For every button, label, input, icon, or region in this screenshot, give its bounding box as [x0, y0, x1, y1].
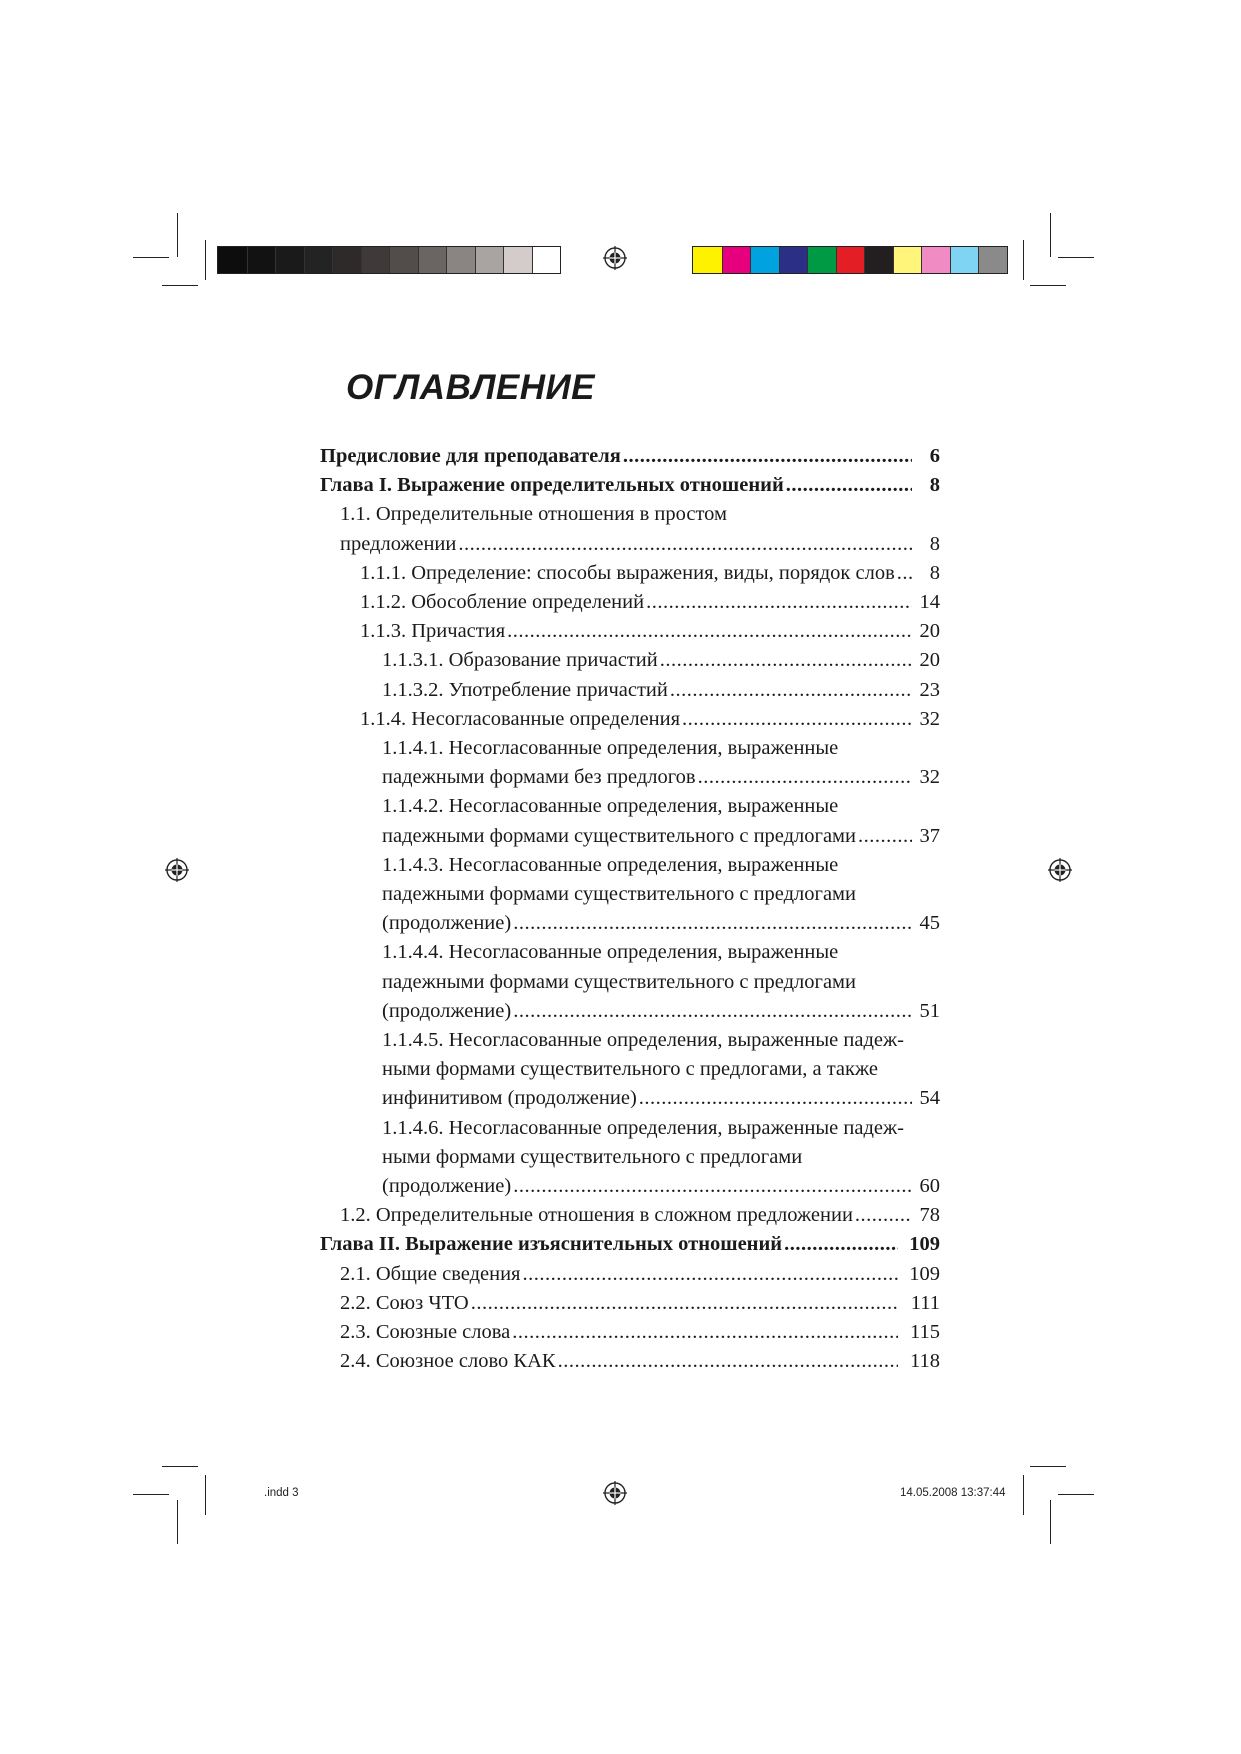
file-slug: .indd 3: [264, 1487, 299, 1499]
color-swatch: [275, 247, 304, 273]
dot-leader: [670, 676, 912, 705]
dot-leader: [558, 1347, 898, 1376]
toc-page-number: 54: [919, 1087, 940, 1110]
color-swatch: [247, 247, 276, 273]
toc-entry[interactable]: [320, 471, 940, 500]
toc-entry-title: 1.1.1. Определение: способы выражения, виды, порядок слов: [360, 561, 895, 584]
toc-entry-title: падежными формами существительного с предлогами: [382, 824, 856, 847]
color-swatch: [475, 247, 504, 273]
toc-page-number: 109: [909, 1262, 940, 1285]
toc-entry-title: 2.2. Союз ЧТО: [340, 1291, 469, 1314]
toc-entry-title: (продолжение): [382, 999, 512, 1022]
toc-entry[interactable]: [320, 1260, 940, 1289]
dot-leader: [858, 822, 912, 851]
crop-mark: [205, 240, 206, 280]
crop-mark: [1058, 1494, 1094, 1495]
toc-page-number: 109: [909, 1233, 940, 1256]
dot-leader: [786, 471, 912, 500]
dot-leader: [513, 997, 912, 1026]
toc-entry[interactable]: [320, 705, 940, 734]
toc-entry[interactable]: [320, 1114, 940, 1202]
color-swatch: [807, 247, 836, 273]
color-swatch: [750, 247, 779, 273]
crop-mark: [1030, 285, 1066, 286]
toc-page-number: 32: [919, 707, 940, 730]
crop-mark: [133, 1494, 169, 1495]
crop-mark: [162, 285, 198, 286]
toc-entry-title: 1.1.4.2. Несогласованные определения, выраженные: [382, 795, 839, 818]
toc-entry-title: 1.1.4.5. Несогласованные определения, выраженные падеж-: [382, 1029, 904, 1052]
toc-page-number: 32: [919, 766, 940, 789]
toc-entry-title: 1.1.3.1. Образование причастий: [382, 649, 658, 672]
toc-entry-title: падежными формами без предлогов: [382, 766, 696, 789]
dot-leader: [897, 559, 912, 588]
toc-page-number: 6: [929, 445, 940, 467]
color-swatch: [532, 247, 561, 273]
toc-page-number: 111: [910, 1291, 940, 1314]
color-swatch: [779, 247, 808, 273]
color-swatch: [722, 247, 751, 273]
toc-entry-title: 1.2. Определительные отношения в сложном предложении: [340, 1204, 853, 1227]
color-swatch: [332, 247, 361, 273]
registration-mark-icon: [165, 858, 189, 882]
toc-entry-title: предложении: [340, 532, 457, 555]
dot-leader: [646, 588, 912, 617]
dot-leader: [458, 530, 912, 559]
toc-entry-title: Глава I. Выражение определительных отношений: [320, 474, 784, 497]
color-swatch: [446, 247, 475, 273]
crop-mark: [133, 257, 169, 258]
color-swatch: [693, 247, 722, 273]
color-swatch: [304, 247, 333, 273]
color-swatch: [864, 247, 893, 273]
crop-mark: [177, 1500, 178, 1544]
toc-page-number: 20: [919, 649, 940, 672]
toc-page-number: 14: [919, 591, 940, 614]
toc-entry-title: падежными формами существительного с предлогами: [382, 883, 856, 906]
dot-leader: [784, 1230, 898, 1259]
toc-entry-title: 1.1. Определительные отношения в простом: [340, 503, 728, 526]
crop-mark: [1050, 1500, 1051, 1544]
registration-mark-icon: [603, 246, 627, 270]
color-swatch: [921, 247, 950, 273]
toc-entry-title: инфинитивом (продолжение): [382, 1087, 637, 1110]
registration-mark-icon: [603, 1481, 627, 1505]
dot-leader: [513, 909, 912, 938]
toc-entry[interactable]: [320, 1026, 940, 1114]
toc-entry-title: падежными формами существительного с предлогами: [382, 970, 856, 993]
toc-entry-title: 2.3. Союзные слова: [340, 1321, 511, 1344]
color-swatch: [503, 247, 532, 273]
dot-leader: [855, 1201, 912, 1230]
toc-entry-title: 1.1.4. Несогласованные определения: [360, 707, 681, 730]
table-of-contents: [320, 442, 940, 1377]
toc-page-number: 78: [919, 1204, 940, 1227]
toc-entry[interactable]: [320, 617, 940, 646]
toc-page-number: 60: [919, 1175, 940, 1198]
registration-mark-icon: [1048, 858, 1072, 882]
dot-leader: [522, 1260, 898, 1289]
color-swatch: [418, 247, 447, 273]
crop-mark: [205, 1475, 206, 1515]
process-color-bar: [692, 246, 1008, 274]
dot-leader: [639, 1084, 912, 1113]
toc-entry[interactable]: [320, 559, 940, 588]
color-swatch: [218, 247, 247, 273]
toc-entry[interactable]: [320, 588, 940, 617]
toc-entry[interactable]: [320, 442, 940, 471]
color-swatch: [950, 247, 979, 273]
dot-leader: [512, 1318, 898, 1347]
toc-entry-title: (продолжение): [382, 1175, 512, 1198]
dot-leader: [660, 646, 912, 675]
toc-page-number: 37: [919, 824, 940, 847]
toc-page-number: 45: [919, 912, 940, 935]
color-swatch: [389, 247, 418, 273]
toc-entry[interactable]: [320, 646, 940, 675]
toc-page-number: 8: [929, 561, 940, 584]
dot-leader: [507, 617, 912, 646]
toc-entry-title: 1.1.3.2. Употребление причастий: [382, 678, 668, 701]
crop-mark: [1050, 213, 1051, 257]
toc-entry[interactable]: [320, 792, 940, 850]
toc-entry-title: 1.1.4.4. Несогласованные определения, выраженные: [382, 941, 839, 964]
crop-mark: [1058, 257, 1094, 258]
toc-entry[interactable]: [320, 1230, 940, 1259]
dot-leader: [698, 763, 912, 792]
toc-entry[interactable]: [320, 676, 940, 705]
toc-entry-title: Глава II. Выражение изъяснительных отношений: [320, 1233, 783, 1256]
dot-leader: [682, 705, 912, 734]
toc-entry-title: 1.1.3. Причастия: [360, 620, 506, 643]
color-swatch: [836, 247, 865, 273]
toc-page-number: 23: [919, 678, 940, 701]
toc-entry[interactable]: [320, 500, 940, 558]
dot-leader: [513, 1172, 912, 1201]
toc-page-number: 20: [919, 620, 940, 643]
toc-page-number: 8: [929, 532, 940, 555]
toc-entry-title: (продолжение): [382, 912, 512, 935]
timestamp-slug: 14.05.2008 13:37:44: [900, 1487, 1006, 1499]
toc-entry[interactable]: [320, 938, 940, 1026]
crop-mark: [1023, 240, 1024, 280]
toc-entry-title: 1.1.2. Обособление определений: [360, 591, 645, 614]
color-swatch: [361, 247, 390, 273]
gray-color-bar: [217, 246, 561, 274]
toc-entry[interactable]: [320, 1289, 940, 1318]
crop-mark: [177, 213, 178, 257]
toc-entry[interactable]: [320, 1347, 940, 1376]
crop-mark: [162, 1466, 198, 1467]
color-swatch: [978, 247, 1007, 273]
toc-entry-title: ными формами существительного с предлогами: [382, 1145, 803, 1168]
dot-leader: [471, 1289, 898, 1318]
toc-entry-title: 1.1.4.3. Несогласованные определения, выраженные: [382, 853, 839, 876]
toc-entry[interactable]: [320, 1201, 940, 1230]
toc-entry-title: 1.1.4.1. Несогласованные определения, выраженные: [382, 737, 839, 760]
crop-mark: [1023, 1475, 1024, 1515]
toc-entry[interactable]: [320, 1318, 940, 1347]
crop-mark: [1030, 1466, 1066, 1467]
dot-leader: [623, 442, 912, 471]
color-swatch: [893, 247, 922, 273]
toc-entry[interactable]: [320, 851, 940, 939]
page-title: ОГЛАВЛЕНИЕ: [346, 368, 596, 407]
toc-page-number: 51: [919, 999, 940, 1022]
toc-entry-title: Предисловие для преподавателя: [320, 445, 621, 467]
toc-entry[interactable]: [320, 734, 940, 792]
toc-entry-title: 2.4. Союзное слово КАК: [340, 1350, 556, 1373]
toc-page-number: 118: [910, 1350, 940, 1373]
toc-entry-title: 1.1.4.6. Несогласованные определения, выраженные падеж-: [382, 1116, 904, 1139]
toc-entry-title: ными формами существительного с предлогами, а также: [382, 1058, 878, 1081]
toc-page-number: 115: [910, 1321, 940, 1344]
toc-page-number: 8: [929, 474, 940, 497]
toc-entry-title: 2.1. Общие сведения: [340, 1262, 521, 1285]
